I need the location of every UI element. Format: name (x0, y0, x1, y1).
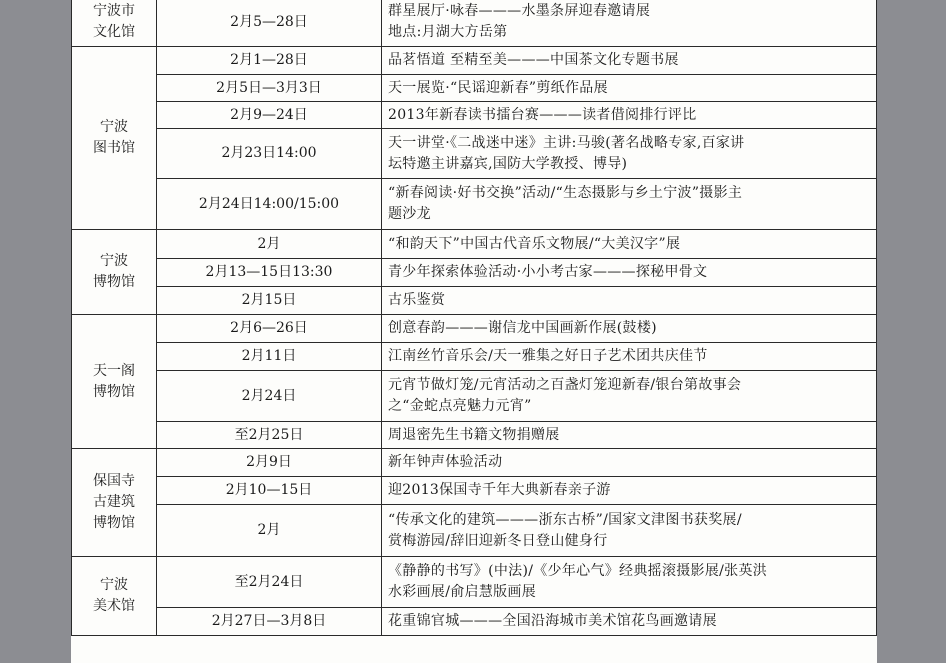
venue-name-line: 博物馆 (93, 515, 135, 531)
event-text-line: 古乐鉴赏 (388, 292, 446, 308)
event-cell (382, 343, 877, 371)
event-text-line: 群星展厅·咏春———水墨条屏迎春邀请展 (388, 3, 651, 19)
table-row (72, 343, 877, 371)
venue-name-line: 美术馆 (93, 598, 135, 614)
venue-name-line: 宁波市 (93, 3, 135, 19)
event-cell (382, 102, 877, 129)
table-row (72, 608, 877, 636)
event-cell (382, 75, 877, 102)
table-row (72, 557, 877, 608)
table-row (72, 505, 877, 557)
events-table (71, 0, 877, 636)
table-row (72, 477, 877, 505)
date-cell: 2月23日14:00 (157, 129, 382, 179)
event-text-line: 之“金蛇点亮魅力元宵” (388, 398, 532, 414)
event-text-line: 品茗悟道 至精至美———中国茶文化专题书展 (388, 52, 679, 68)
venue-name-line: 天一阁 (93, 362, 135, 379)
document-page (71, 0, 877, 663)
date-cell: 2月11日 (157, 343, 382, 371)
event-cell (382, 129, 877, 179)
date-cell: 2月13—15日13:30 (157, 259, 382, 287)
venue-name-line: 宁波 (100, 119, 128, 135)
venue-cell (72, 230, 157, 315)
event-cell (382, 477, 877, 505)
date-cell: 2月9日 (157, 449, 382, 477)
event-cell (382, 230, 877, 259)
table-row (72, 129, 877, 179)
table-row (72, 449, 877, 477)
venue-name-line: 宁波 (100, 577, 128, 593)
date-cell: 至2月24日 (157, 557, 382, 608)
table-row (72, 0, 877, 47)
venue-cell (72, 557, 157, 636)
date-cell: 2月 (157, 505, 382, 557)
table-row (72, 102, 877, 129)
events-table-body (72, 0, 877, 636)
event-text-line: 天一讲堂·《二战迷中迷》主讲:马骏(著名战略专家,百家讲 (388, 134, 745, 151)
event-text-line: “传承文化的建筑———浙东古桥”/国家文津图书获奖展/ (388, 511, 742, 528)
event-cell (382, 259, 877, 287)
event-text-line: 花重锦官城———全国沿海城市美术馆花鸟画邀请展 (388, 613, 717, 629)
date-cell: 2月1—28日 (157, 47, 382, 75)
date-cell: 2月5—28日 (157, 0, 382, 47)
venue-name-line: 图书馆 (93, 140, 135, 156)
venue-name-line: 宁波 (100, 253, 128, 269)
venue-name-line: 博物馆 (93, 274, 135, 290)
event-cell (382, 422, 877, 449)
event-text-line: 新年钟声体验活动 (388, 454, 503, 470)
venue-name-line: 博物馆 (93, 383, 135, 400)
event-cell (382, 179, 877, 230)
event-cell (382, 608, 877, 636)
event-cell (382, 371, 877, 422)
event-text-line: 迎2013保国寺千年大典新春亲子游 (388, 482, 611, 498)
table-row (72, 315, 877, 343)
table-row (72, 230, 877, 259)
event-cell (382, 0, 877, 47)
venue-name-line: 保国寺 (93, 473, 135, 489)
event-text-line: “和韵天下”中国古代音乐文物展/“大美汉字”展 (388, 235, 681, 252)
event-text-line: 创意春韵———谢信龙中国画新作展(鼓楼) (388, 320, 657, 336)
event-cell (382, 505, 877, 557)
table-row (72, 259, 877, 287)
event-cell (382, 287, 877, 315)
table-row (72, 179, 877, 230)
date-cell: 2月24日14:00/15:00 (157, 179, 382, 230)
event-text-line: “新春阅读·好书交换”活动/“生态摄影与乡土宁波”摄影主 (388, 185, 743, 201)
date-cell: 2月6—26日 (157, 315, 382, 343)
table-row (72, 75, 877, 102)
event-text-line: 江南丝竹音乐会/天一雅集之好日子艺术团共庆佳节 (388, 348, 708, 364)
venue-cell (72, 47, 157, 230)
venue-cell (72, 0, 157, 47)
table-row (72, 287, 877, 315)
venue-name-line: 古建筑 (93, 494, 135, 510)
table-row (72, 47, 877, 75)
event-text-line: 地点:月湖大方岳第 (388, 24, 508, 40)
date-cell: 2月10—15日 (157, 477, 382, 505)
event-text-line: 《静静的书写》(中法)/《少年心气》经典摇滚摄影展/张英洪 (388, 563, 768, 579)
event-text-line: 2013年新春读书擂台赛———读者借阅排行评比 (388, 106, 697, 123)
event-text-line: 青少年探索体验活动·小小考古家———探秘甲骨文 (388, 264, 708, 280)
table-row (72, 422, 877, 449)
venue-name-line: 文化馆 (93, 24, 135, 40)
event-cell (382, 557, 877, 608)
date-cell: 2月 (157, 230, 382, 259)
event-text-line: 水彩画展/俞启慧版画展 (388, 584, 537, 600)
date-cell: 2月5日—3月3日 (157, 75, 382, 102)
event-text-line: 天一展览·“民谣迎新春”剪纸作品展 (388, 79, 608, 96)
event-text-line: 题沙龙 (388, 206, 431, 222)
venue-cell (72, 315, 157, 449)
date-cell: 2月15日 (157, 287, 382, 315)
event-cell (382, 449, 877, 477)
date-cell: 至2月25日 (157, 422, 382, 449)
venue-cell (72, 449, 157, 557)
event-text-line: 周退密先生书籍文物捐赠展 (388, 426, 560, 443)
event-cell (382, 315, 877, 343)
date-cell: 2月27日—3月8日 (157, 608, 382, 636)
event-text-line: 赏梅游园/辞旧迎新冬日登山健身行 (388, 532, 608, 549)
date-cell: 2月24日 (157, 371, 382, 422)
event-text-line: 坛特邀主讲嘉宾,国防大学教授、博导) (388, 155, 628, 172)
table-row (72, 371, 877, 422)
event-text-line: 元宵节做灯笼/元宵活动之百盏灯笼迎新春/银台第故事会 (388, 377, 742, 393)
date-cell: 2月9—24日 (157, 102, 382, 129)
event-cell (382, 47, 877, 75)
